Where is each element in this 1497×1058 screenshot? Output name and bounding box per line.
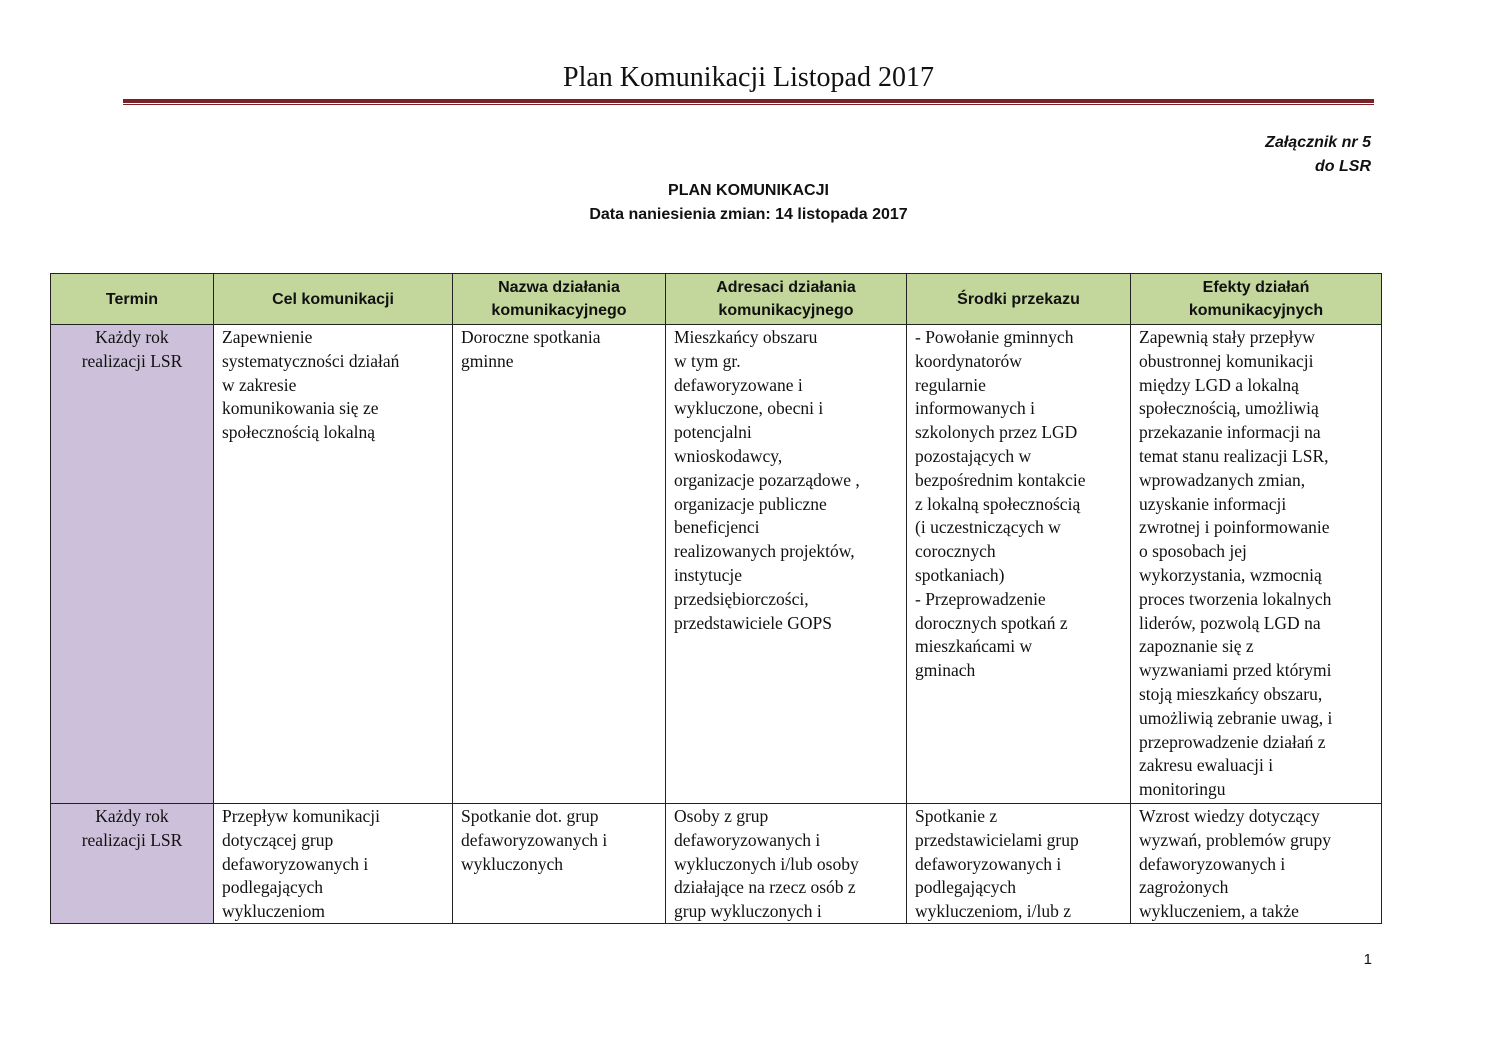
cell-line: Przepływ komunikacji: [222, 806, 380, 826]
cell-line: zapoznanie się z: [1139, 636, 1254, 657]
column-header-termin: [51, 274, 214, 325]
cell-line: obustronnej komunikacji: [1139, 350, 1314, 371]
cell-line: komunikowania się ze: [222, 398, 379, 419]
cell-line: beneficjenci: [674, 517, 760, 538]
cell-line: z lokalną społecznością: [915, 493, 1081, 514]
cell-line: działające na rzecz osób z: [674, 877, 856, 898]
cell-line: przedstawicielami grup: [915, 829, 1079, 850]
cell-line: Zapewnią stały przepływ: [1139, 327, 1315, 347]
cell-line: umożliwią zebranie uwag, i: [1139, 707, 1333, 728]
cell-line: regularnie: [915, 374, 986, 395]
cell-line: komunikacyjnego: [718, 302, 854, 319]
cell-line: - Przeprowadzenie: [915, 588, 1046, 609]
cell-termin: [51, 325, 214, 804]
cell-line: zwrotnej i poinformowanie: [1139, 517, 1330, 538]
header-rule-thin: [123, 104, 1374, 105]
cell-line: wykluczeniom: [222, 901, 326, 922]
cell-line: pozostających w: [915, 445, 1032, 466]
column-header-nazwa: [453, 274, 666, 325]
cell-line: gminach: [915, 660, 976, 681]
cell-line: wykluczonych: [461, 853, 564, 874]
column-header-adresaci: [666, 274, 907, 325]
cell-line: defaworyzowanych i: [222, 853, 369, 874]
cell-adresaci: [666, 325, 907, 804]
cell-line: Efekty działań: [1202, 279, 1310, 296]
cell-line: stoją mieszkańcy obszaru,: [1139, 683, 1323, 704]
column-header-efekty: [1131, 274, 1382, 325]
cell-adresaci: [666, 804, 907, 924]
cell-line: Nazwa działania: [498, 279, 620, 296]
cell-line: systematyczności działań: [222, 350, 400, 371]
cell-line: gminne: [461, 350, 514, 371]
cell-line: w tym gr.: [674, 350, 741, 371]
cell-line: liderów, pozwolą LGD na: [1139, 612, 1321, 633]
cell-line: defaworyzowanych i: [461, 829, 608, 850]
table-header-row: [51, 274, 1382, 325]
column-header-srodki: [907, 274, 1131, 325]
cell-line: dotyczącej grup: [222, 829, 334, 850]
table-row: [51, 325, 1382, 804]
table-row: [51, 804, 1382, 924]
cell-line: Spotkanie dot. grup: [461, 806, 599, 826]
cell-line: uzyskanie informacji: [1139, 493, 1287, 514]
cell-line: mieszkańcami w: [915, 636, 1033, 657]
cell-line: proces tworzenia lokalnych: [1139, 588, 1332, 609]
cell-line: koordynatorów: [915, 350, 1022, 371]
annex-note: [1265, 131, 1371, 179]
cell-line: w zakresie: [222, 374, 297, 395]
cell-line: wykluczeniom, i/lub z: [915, 901, 1072, 922]
cell-line: wyzwań, problemów grupy: [1139, 829, 1331, 850]
cell-srodki: [907, 804, 1131, 924]
cell-line: defaworyzowanych i: [674, 829, 821, 850]
cell-line: realizacji LSR: [81, 350, 183, 371]
annex-line: Załącznik nr 5: [1265, 134, 1371, 151]
cell-line: (i uczestniczących w: [915, 517, 1061, 538]
cell-srodki: [907, 325, 1131, 804]
cell-line: podlegających: [915, 877, 1017, 898]
document-title: PLAN KOMUNIKACJI: [668, 182, 829, 199]
cell-line: wnioskodawcy,: [674, 445, 783, 466]
cell-line: przedsiębiorczości,: [674, 588, 809, 609]
cell-line: Termin: [105, 290, 159, 308]
cell-line: o sposobach jej: [1139, 541, 1247, 562]
cell-line: wykluczeniem, a także: [1139, 901, 1299, 922]
cell-line: Cel komunikacji: [272, 290, 394, 308]
cell-line: realizacji LSR: [81, 829, 183, 850]
cell-line: realizowanych projektów,: [674, 541, 855, 562]
cell-line: monitoringu: [1139, 779, 1226, 800]
cell-nazwa: [453, 325, 666, 804]
cell-line: instytucje: [674, 564, 743, 585]
cell-line: komunikacyjnych: [1188, 302, 1324, 319]
cell-line: bezpośrednim kontakcie: [915, 469, 1086, 490]
cell-line: zakresu ewaluacji i: [1139, 755, 1274, 776]
cell-line: wprowadzanych zmian,: [1139, 469, 1306, 490]
annex-line: do LSR: [1315, 158, 1371, 175]
cell-line: społecznością lokalną: [222, 422, 376, 443]
cell-line: Osoby z grup: [674, 806, 769, 826]
cell-line: przekazanie informacji na: [1139, 422, 1321, 443]
cell-line: - Powołanie gminnych: [915, 327, 1074, 347]
cell-line: grup wykluczonych i: [674, 901, 822, 922]
document-subtitle: Data naniesienia zmian: 14 listopada 2017: [589, 206, 908, 223]
cell-line: organizacje publiczne: [674, 493, 827, 514]
cell-efekty: [1131, 325, 1382, 804]
cell-line: corocznych: [915, 541, 996, 562]
cell-cel: [214, 804, 453, 924]
cell-line: społecznością, umożliwią: [1139, 398, 1319, 419]
header-title: Plan Komunikacji Listopad 2017: [563, 62, 934, 93]
cell-line: Środki przekazu: [957, 290, 1080, 308]
cell-efekty: [1131, 804, 1382, 924]
cell-line: informowanych i: [915, 398, 1036, 419]
cell-line: defaworyzowanych i: [915, 853, 1062, 874]
cell-line: przeprowadzenie działań z: [1139, 731, 1326, 752]
cell-line: wykorzystania, wzmocnią: [1139, 564, 1322, 585]
cell-line: Adresaci działania: [716, 279, 856, 296]
cell-line: Zapewnienie: [222, 327, 313, 347]
cell-line: spotkaniach): [915, 564, 1005, 585]
cell-line: wyzwaniami przed którymi: [1139, 660, 1332, 681]
cell-nazwa: [453, 804, 666, 924]
cell-line: dorocznych spotkań z: [915, 612, 1068, 633]
cell-line: wykluczonych i/lub osoby: [674, 853, 859, 874]
cell-line: wykluczone, obecni i: [674, 398, 824, 419]
cell-line: organizacje pozarządowe ,: [674, 469, 860, 490]
page-number: 1: [1363, 951, 1372, 968]
cell-cel: [214, 325, 453, 804]
cell-line: zagrożonych: [1139, 877, 1229, 898]
cell-line: Doroczne spotkania: [461, 327, 601, 347]
cell-line: Mieszkańcy obszaru: [674, 327, 818, 347]
cell-line: komunikacyjnego: [491, 302, 627, 319]
cell-line: szkolonych przez LGD: [915, 422, 1078, 443]
cell-termin: [51, 804, 214, 924]
communication-plan-table: [50, 273, 1382, 924]
column-header-cel: [214, 274, 453, 325]
header-rule: [123, 99, 1374, 103]
cell-line: potencjalni: [674, 422, 752, 443]
cell-line: między LGD a lokalną: [1139, 374, 1299, 395]
cell-line: podlegających: [222, 877, 324, 898]
cell-line: Każdy rok: [95, 806, 169, 826]
document-heading: [0, 179, 1497, 227]
cell-line: Spotkanie z: [915, 806, 998, 826]
cell-line: Wzrost wiedzy dotyczący: [1139, 806, 1320, 826]
cell-line: Każdy rok: [95, 327, 169, 347]
cell-line: przedstawiciele GOPS: [674, 612, 832, 633]
cell-line: defaworyzowane i: [674, 374, 803, 395]
cell-line: temat stanu realizacji LSR,: [1139, 445, 1329, 466]
cell-line: defaworyzowanych i: [1139, 853, 1286, 874]
